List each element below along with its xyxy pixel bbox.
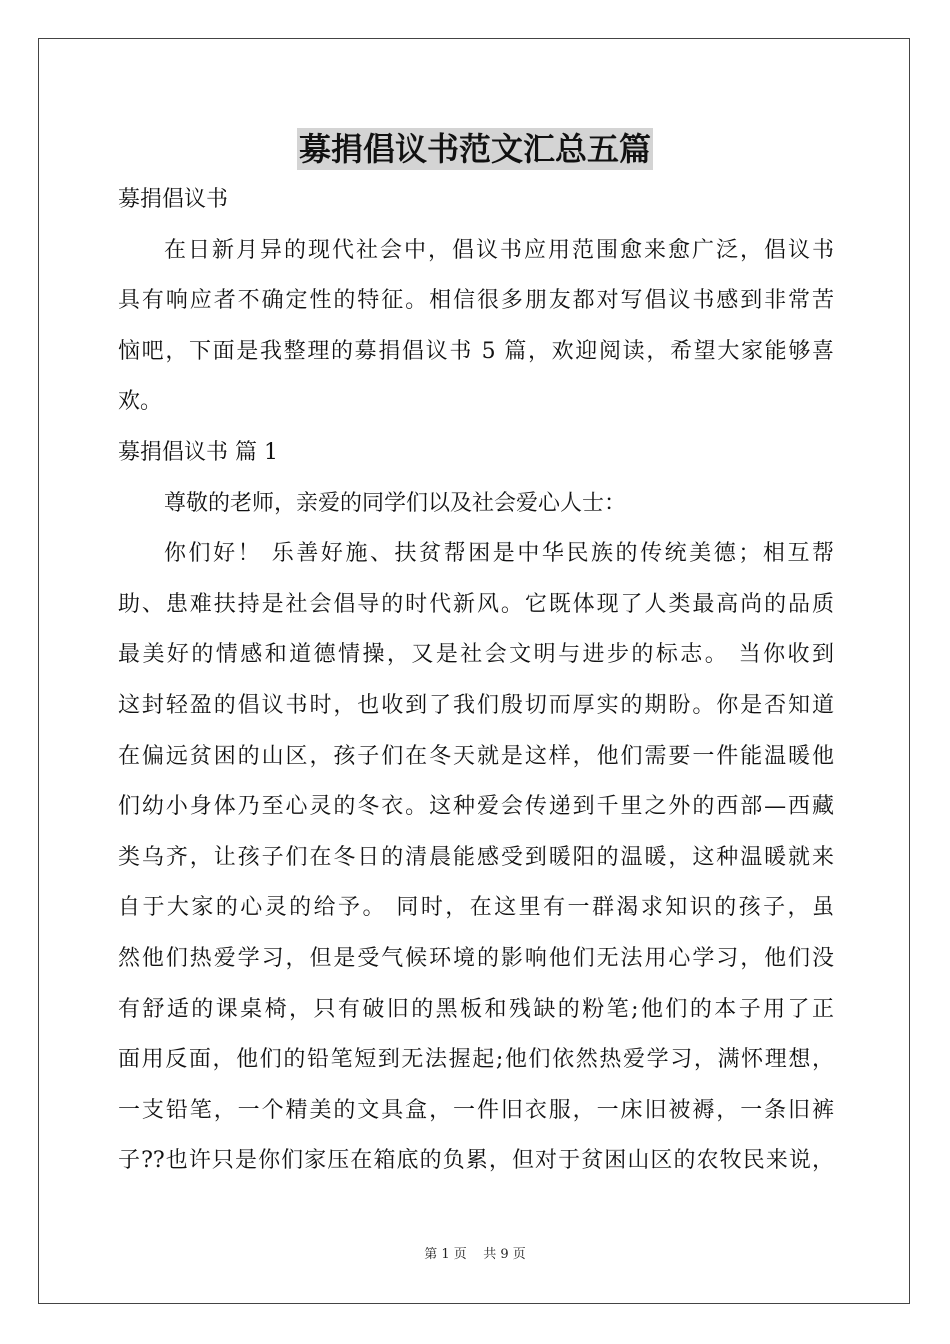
body-line: 最美好的情感和道德情操，又是社会文明与进步的标志。 当你收到: [118, 642, 834, 668]
section-heading: 募捐倡议书 篇 1: [118, 439, 278, 465]
body-line: 在日新月异的现代社会中，倡议书应用范围愈来愈广泛，倡议书: [164, 237, 834, 263]
body-line: 恼吧，下面是我整理的募捐倡议书 5 篇，欢迎阅读，希望大家能够喜: [118, 338, 834, 364]
body-line: 自于大家的心灵的给予。 同时，在这里有一群渴求知识的孩子，虽: [118, 895, 834, 921]
salutation-line: 尊敬的老师，亲爱的同学们以及社会爱心人士：: [164, 490, 627, 516]
section-heading: 募捐倡议书: [118, 187, 229, 212]
body-line: 欢。: [118, 389, 163, 415]
body-line: 们幼小身体乃至心灵的冬衣。这种爱会传递到千里之外的西部—西藏: [118, 794, 834, 820]
body-line: 子??也许只是你们家压在箱底的负累，但对于贫困山区的农牧民来说，: [118, 1148, 834, 1174]
document-title: 募捐倡议书范文汇总五篇: [298, 130, 651, 168]
body-line: 这封轻盈的倡议书时，也收到了我们殷切而厚实的期盼。你是否知道: [118, 692, 834, 718]
body-line: 一支铅笔，一个精美的文具盒，一件旧衣服，一床旧被褥，一条旧裤: [118, 1097, 834, 1123]
title-container: [0, 128, 950, 170]
document-body: [118, 175, 834, 1187]
body-line: 有舒适的课桌椅，只有破旧的黑板和残缺的粉笔;他们的本子用了正: [118, 996, 834, 1022]
body-line: 在偏远贫困的山区，孩子们在冬天就是这样，他们需要一件能温暖他: [118, 743, 834, 769]
body-line: 类乌齐，让孩子们在冬日的清晨能感受到暖阳的温暖，这种温暖就来: [118, 844, 834, 870]
page-total: 共 9 页: [483, 1247, 526, 1262]
body-line: 你们好！ 乐善好施、扶贫帮困是中华民族的传统美德；相互帮: [164, 541, 834, 567]
page-number: 第 1 页: [424, 1247, 467, 1262]
body-line: 面用反面，他们的铅笔短到无法握起;他们依然热爱学习，满怀理想，: [118, 1047, 834, 1073]
body-line: 具有响应者不确定性的特征。相信很多朋友都对写倡议书感到非常苦: [118, 288, 834, 314]
page-footer: [0, 1246, 950, 1264]
body-line: 助、患难扶持是社会倡导的时代新风。它既体现了人类最高尚的品质: [118, 591, 834, 617]
body-line: 然他们热爱学习，但是受气候环境的影响他们无法用心学习，他们没: [118, 945, 834, 971]
